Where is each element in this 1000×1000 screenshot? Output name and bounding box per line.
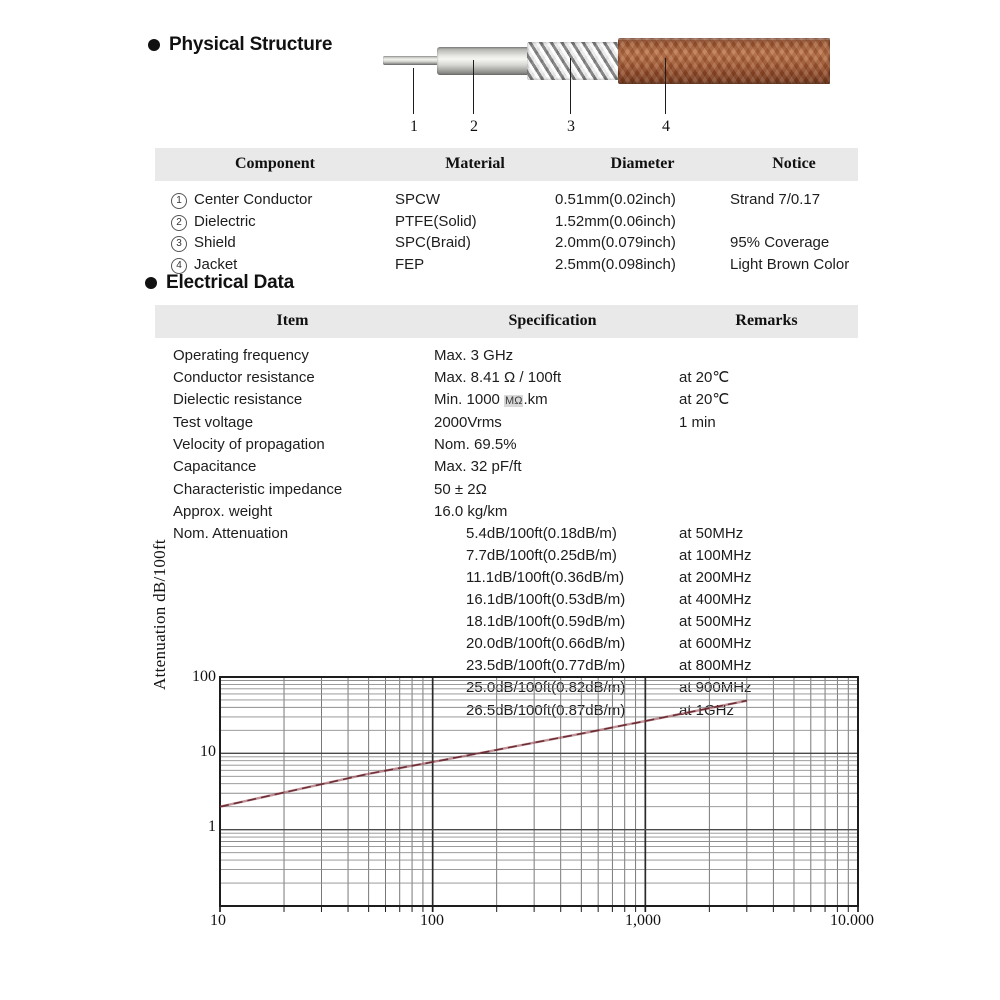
cell-notice: 95% Coverage bbox=[730, 234, 830, 251]
cell-item bbox=[155, 611, 430, 633]
attenuation-chart-svg bbox=[0, 655, 1000, 955]
chart-ytick-label-1: 1 bbox=[208, 818, 216, 835]
column-header-notice: Notice bbox=[730, 148, 858, 181]
cell-remark bbox=[675, 501, 858, 523]
section-title-text: Electrical Data bbox=[166, 272, 294, 293]
attenuation-chart bbox=[0, 655, 1000, 955]
table-row bbox=[155, 211, 858, 233]
cell-remark: at 1GHz bbox=[679, 701, 735, 719]
chart-xtick-label-10000: 10.000 bbox=[830, 912, 874, 929]
cell-material: PTFE(Solid) bbox=[395, 212, 477, 230]
cell-specification bbox=[430, 389, 675, 412]
cell-remark bbox=[675, 338, 858, 367]
column-header-specification: Specification bbox=[430, 305, 675, 338]
cell-specification: Max. 8.41 Ω / 100ft bbox=[434, 369, 562, 387]
spec-unit-megaohm: MΩ bbox=[505, 395, 523, 408]
cell-item bbox=[155, 567, 430, 589]
cell-remark bbox=[675, 479, 858, 501]
cell-remark bbox=[675, 456, 858, 478]
circled-number-2: 2 bbox=[171, 215, 187, 231]
bullet-dot-icon bbox=[145, 277, 157, 289]
leader-line-1 bbox=[413, 68, 414, 114]
circled-number-1: 1 bbox=[171, 193, 187, 209]
table-row bbox=[155, 611, 858, 633]
cell-specification: Max. 32 pF/ft bbox=[434, 458, 522, 476]
cell-item: Nom. Attenuation bbox=[173, 524, 289, 542]
table-header-row bbox=[155, 305, 858, 338]
leader-line-4 bbox=[665, 58, 666, 114]
cell-material: SPC(Braid) bbox=[395, 234, 471, 251]
cell-component bbox=[155, 211, 395, 233]
cell-specification: 16.1dB/100ft(0.53dB/m) bbox=[466, 591, 626, 609]
cell-item: Capacitance bbox=[173, 458, 257, 476]
cell-remark: 1 min bbox=[679, 414, 716, 432]
table-row bbox=[155, 181, 858, 211]
cell-remark: at 20℃ bbox=[679, 391, 730, 409]
cell-item: Characteristic impedance bbox=[173, 480, 343, 498]
table-row bbox=[155, 479, 858, 501]
table-row bbox=[155, 456, 858, 478]
callout-number-3: 3 bbox=[567, 118, 575, 135]
spec-suffix: .km bbox=[523, 391, 548, 409]
cell-specification: 23.5dB/100ft(0.77dB/m) bbox=[466, 657, 626, 675]
cell-remark: at 200MHz bbox=[679, 568, 752, 586]
component-label: Dielectric bbox=[194, 212, 256, 230]
chart-xtick-label-10: 10 bbox=[210, 912, 226, 929]
table-row bbox=[155, 367, 858, 389]
circled-number-4: 4 bbox=[171, 258, 187, 274]
cell-specification: Nom. 69.5% bbox=[434, 436, 517, 454]
column-header-remarks: Remarks bbox=[675, 305, 858, 338]
callout-number-2: 2 bbox=[470, 118, 478, 135]
cell-item bbox=[155, 589, 430, 611]
leader-line-3 bbox=[570, 58, 571, 114]
table-row bbox=[155, 232, 858, 254]
component-label: Jacket bbox=[194, 255, 238, 273]
chart-xtick-label-100: 100 bbox=[420, 912, 444, 929]
cell-diameter: 0.51mm(0.02inch) bbox=[555, 191, 676, 208]
table-row bbox=[155, 523, 858, 545]
cell-remark: at 900MHz bbox=[679, 679, 752, 697]
table-row bbox=[155, 389, 858, 412]
cell-specification: 25.0dB/100ft(0.82dB/m) bbox=[466, 679, 626, 697]
cell-remark: at 20℃ bbox=[679, 369, 730, 387]
column-header-diameter: Diameter bbox=[555, 148, 730, 181]
coaxial-cable-cutaway-image bbox=[380, 30, 830, 92]
cell-specification: 7.7dB/100ft(0.25dB/m) bbox=[466, 546, 617, 564]
spec-prefix: Min. 1000 bbox=[434, 391, 505, 409]
table-row bbox=[155, 633, 858, 655]
cell-remark: at 800MHz bbox=[679, 657, 752, 675]
table-row bbox=[155, 589, 858, 611]
cell-remark: at 50MHz bbox=[679, 524, 744, 542]
cell-diameter: 2.5mm(0.098inch) bbox=[555, 255, 676, 273]
cell-specification: 11.1dB/100ft(0.36dB/m) bbox=[466, 568, 625, 586]
section-heading-physical-structure bbox=[148, 34, 332, 56]
column-header-material: Material bbox=[395, 148, 555, 181]
cell-specification: 26.5dB/100ft(0.87dB/m) bbox=[466, 701, 626, 719]
component-label: Center Conductor bbox=[194, 191, 313, 208]
callout-number-1: 1 bbox=[410, 118, 418, 135]
cell-item: Test voltage bbox=[173, 414, 254, 432]
chart-minor-gridlines bbox=[220, 677, 858, 906]
cell-item: Dielectic resistance bbox=[173, 391, 303, 409]
cell-remark: at 400MHz bbox=[679, 591, 752, 609]
cable-shield-braid-segment bbox=[527, 42, 620, 80]
leader-line-2 bbox=[473, 60, 474, 114]
bullet-dot-icon bbox=[148, 39, 160, 51]
physical-structure-table bbox=[155, 148, 858, 275]
circled-number-3: 3 bbox=[171, 236, 187, 252]
cell-notice: Strand 7/0.17 bbox=[730, 191, 821, 208]
table-row bbox=[155, 412, 858, 434]
cell-notice bbox=[730, 211, 858, 233]
section-heading-electrical-data bbox=[145, 272, 294, 294]
chart-xtick-label-1000: 1,000 bbox=[625, 912, 661, 929]
cable-dielectric-segment bbox=[437, 47, 529, 75]
cell-specification: 5.4dB/100ft(0.18dB/m) bbox=[466, 524, 617, 542]
table-row bbox=[155, 434, 858, 456]
cell-item bbox=[155, 545, 430, 567]
cell-material: FEP bbox=[395, 255, 425, 273]
table-header-row bbox=[155, 148, 858, 181]
cable-jacket-segment bbox=[618, 38, 830, 84]
callout-number-4: 4 bbox=[662, 118, 670, 135]
cell-specification: 18.1dB/100ft(0.59dB/m) bbox=[466, 613, 626, 631]
chart-ytick-label-100: 100 bbox=[192, 668, 216, 685]
column-header-item: Item bbox=[155, 305, 430, 338]
cell-item: Conductor resistance bbox=[173, 369, 315, 387]
cell-specification: 50 ± 2Ω bbox=[434, 480, 487, 498]
cell-remark: at 100MHz bbox=[679, 546, 752, 564]
cell-material: SPCW bbox=[395, 191, 440, 208]
cell-remark: at 600MHz bbox=[679, 635, 752, 653]
chart-y-axis-title: Attenuation dB/100ft bbox=[150, 539, 169, 690]
table-row bbox=[155, 338, 858, 367]
table-row bbox=[155, 567, 858, 589]
cell-item: Approx. weight bbox=[173, 502, 273, 520]
cell-remark: at 500MHz bbox=[679, 613, 752, 631]
cell-diameter: 2.0mm(0.079inch) bbox=[555, 234, 676, 251]
cell-specification: Max. 3 GHz bbox=[434, 347, 514, 364]
section-title-text: Physical Structure bbox=[169, 34, 333, 55]
cell-item: Velocity of propagation bbox=[173, 436, 325, 454]
cell-specification: 16.0 kg/km bbox=[434, 502, 508, 520]
chart-plot-frame bbox=[220, 677, 858, 906]
table-row bbox=[155, 501, 858, 523]
cell-specification: 2000Vrms bbox=[434, 414, 502, 432]
cell-diameter: 1.52mm(0.06inch) bbox=[555, 212, 676, 230]
cell-item bbox=[155, 633, 430, 655]
chart-ytick-label-10: 10 bbox=[200, 743, 216, 760]
cell-remark bbox=[675, 434, 858, 456]
cable-center-conductor-segment bbox=[383, 56, 439, 65]
component-label: Shield bbox=[194, 234, 236, 251]
table-row bbox=[155, 545, 858, 567]
column-header-component: Component bbox=[155, 148, 395, 181]
cell-component bbox=[155, 181, 395, 211]
chart-major-gridlines bbox=[220, 677, 858, 906]
cell-specification: 20.0dB/100ft(0.66dB/m) bbox=[466, 635, 626, 653]
cell-component bbox=[155, 232, 395, 254]
cell-notice: Light Brown Color bbox=[730, 255, 850, 273]
cell-item: Operating frequency bbox=[173, 347, 309, 364]
